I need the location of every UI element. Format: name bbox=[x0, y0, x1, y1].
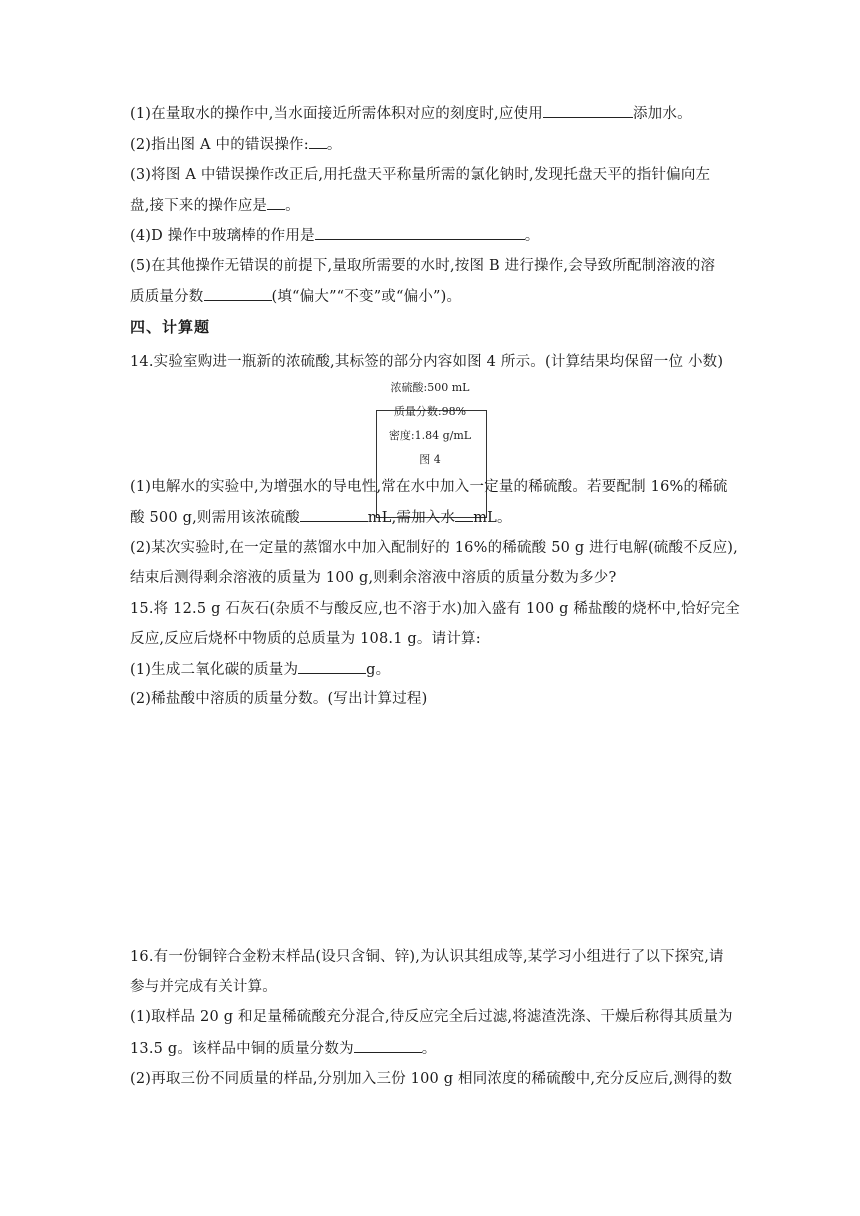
q13-part3-tail: 。 bbox=[285, 198, 300, 214]
figure-caption: 图 4 bbox=[419, 453, 441, 466]
answer-blank[interactable] bbox=[354, 1038, 422, 1053]
q13-part5-line1: (5)在其他操作无错误的前提下,量取所需要的水时,按图 B 进行操作,会导致所配制溶液的溶 bbox=[130, 258, 716, 274]
q14-part1-line1: (1)电解水的实验中,为增强水的导电性,常在水中加入一定量的稀硫酸。若要配制 16%的稀硫 bbox=[130, 479, 728, 495]
q16-line1: 16.有一份铜锌合金粉末样品(设只含铜、锌),为认识其组成等,某学习小组进行了以下探究,请 bbox=[130, 949, 724, 965]
q16-line2: 参与并完成有关计算。 bbox=[130, 979, 277, 995]
q16-part1-tail: 。 bbox=[421, 1041, 437, 1057]
q14-part1-line2 bbox=[130, 507, 512, 528]
section-heading: 四、计算题 bbox=[130, 318, 211, 336]
q13-part4-tail: 。 bbox=[524, 228, 540, 244]
answer-blank[interactable] bbox=[204, 286, 272, 301]
answer-blank[interactable] bbox=[315, 225, 525, 240]
q14-part1-mid: mL,需加入水 bbox=[367, 510, 456, 526]
q15-part1 bbox=[130, 659, 390, 680]
q13-part4 bbox=[130, 225, 539, 246]
q14-intro: 14.实验室购进一瓶新的浓硫酸,其标签的部分内容如图 4 所示。(计算结果均保留一位 小数) bbox=[130, 354, 724, 370]
q13-part3-line2 bbox=[130, 195, 300, 216]
q16-part1-line1: (1)取样品 20 g 和足量稀硫酸充分混合,待反应完全后过滤,将滤渣洗涤、干燥后称得其质量为 bbox=[130, 1009, 733, 1025]
q13-part3-line1: (3)将图 A 中错误操作改正后,用托盘天平称量所需的氯化钠时,发现托盘天平的指针偏向左 bbox=[130, 167, 711, 183]
q15-line2: 反应,反应后烧杯中物质的总质量为 108.1 g。请计算: bbox=[130, 631, 481, 647]
answer-blank[interactable] bbox=[455, 507, 473, 522]
q16-part1-line2 bbox=[130, 1038, 436, 1059]
q15-line1: 15.将 12.5 g 石灰石(杂质不与酸反应,也不溶于水)加入盛有 100 g 稀盐酸的烧杯中,恰好完全 bbox=[130, 601, 740, 617]
q13-part3-text: 盘,接下来的操作应是 bbox=[130, 198, 268, 214]
q14-part2-line1: (2)某次实验时,在一定量的蒸馏水中加入配制好的 16%的稀硫酸 50 g 进行电解(硫酸不反应), bbox=[130, 540, 738, 556]
q13-part4-text: (4)D 操作中玻璃棒的作用是 bbox=[130, 228, 315, 244]
answer-blank[interactable] bbox=[267, 195, 285, 210]
q13-part5-text: 质质量分数 bbox=[130, 289, 204, 305]
q13-part5-tail: (填“偏大”“不变”或“偏小”)。 bbox=[271, 289, 462, 305]
label-line-volume: 浓硫酸:500 mL bbox=[390, 381, 470, 394]
q13-part2-tail: 。 bbox=[326, 137, 342, 153]
answer-blank[interactable] bbox=[298, 659, 366, 674]
q14-part2-line2: 结束后测得剩余溶液的质量为 100 g,则剩余溶液中溶质的质量分数为多少? bbox=[130, 570, 617, 586]
q13-part1 bbox=[130, 103, 692, 124]
q13-part5-line2 bbox=[130, 286, 461, 307]
q13-part1-text: (1)在量取水的操作中,当水面接近所需体积对应的刻度时,应使用 bbox=[130, 106, 543, 122]
q15-part1-tail: g。 bbox=[366, 662, 391, 678]
answer-blank[interactable] bbox=[309, 134, 327, 149]
q13-part2 bbox=[130, 134, 342, 155]
answer-blank[interactable] bbox=[300, 507, 368, 522]
answer-blank[interactable] bbox=[543, 103, 633, 118]
label-line-concentration: 质量分数:98% bbox=[393, 405, 467, 418]
label-line-density: 密度:1.84 g/mL bbox=[388, 429, 472, 442]
q16-part1-text: 13.5 g。该样品中铜的质量分数为 bbox=[130, 1041, 354, 1057]
q13-part2-text: (2)指出图 A 中的错误操作: bbox=[130, 137, 309, 153]
q14-part1-tail: mL。 bbox=[473, 510, 512, 526]
q13-part1-tail: 添加水。 bbox=[632, 106, 692, 122]
q15-part2: (2)稀盐酸中溶质的质量分数。(写出计算过程) bbox=[130, 691, 428, 707]
q14-part1-text: 酸 500 g,则需用该浓硫酸 bbox=[130, 510, 300, 526]
q15-part1-text: (1)生成二氧化碳的质量为 bbox=[130, 662, 299, 678]
q16-part2-line1: (2)再取三份不同质量的样品,分别加入三份 100 g 相同浓度的稀硫酸中,充分反应后,测得的数 bbox=[130, 1071, 733, 1087]
